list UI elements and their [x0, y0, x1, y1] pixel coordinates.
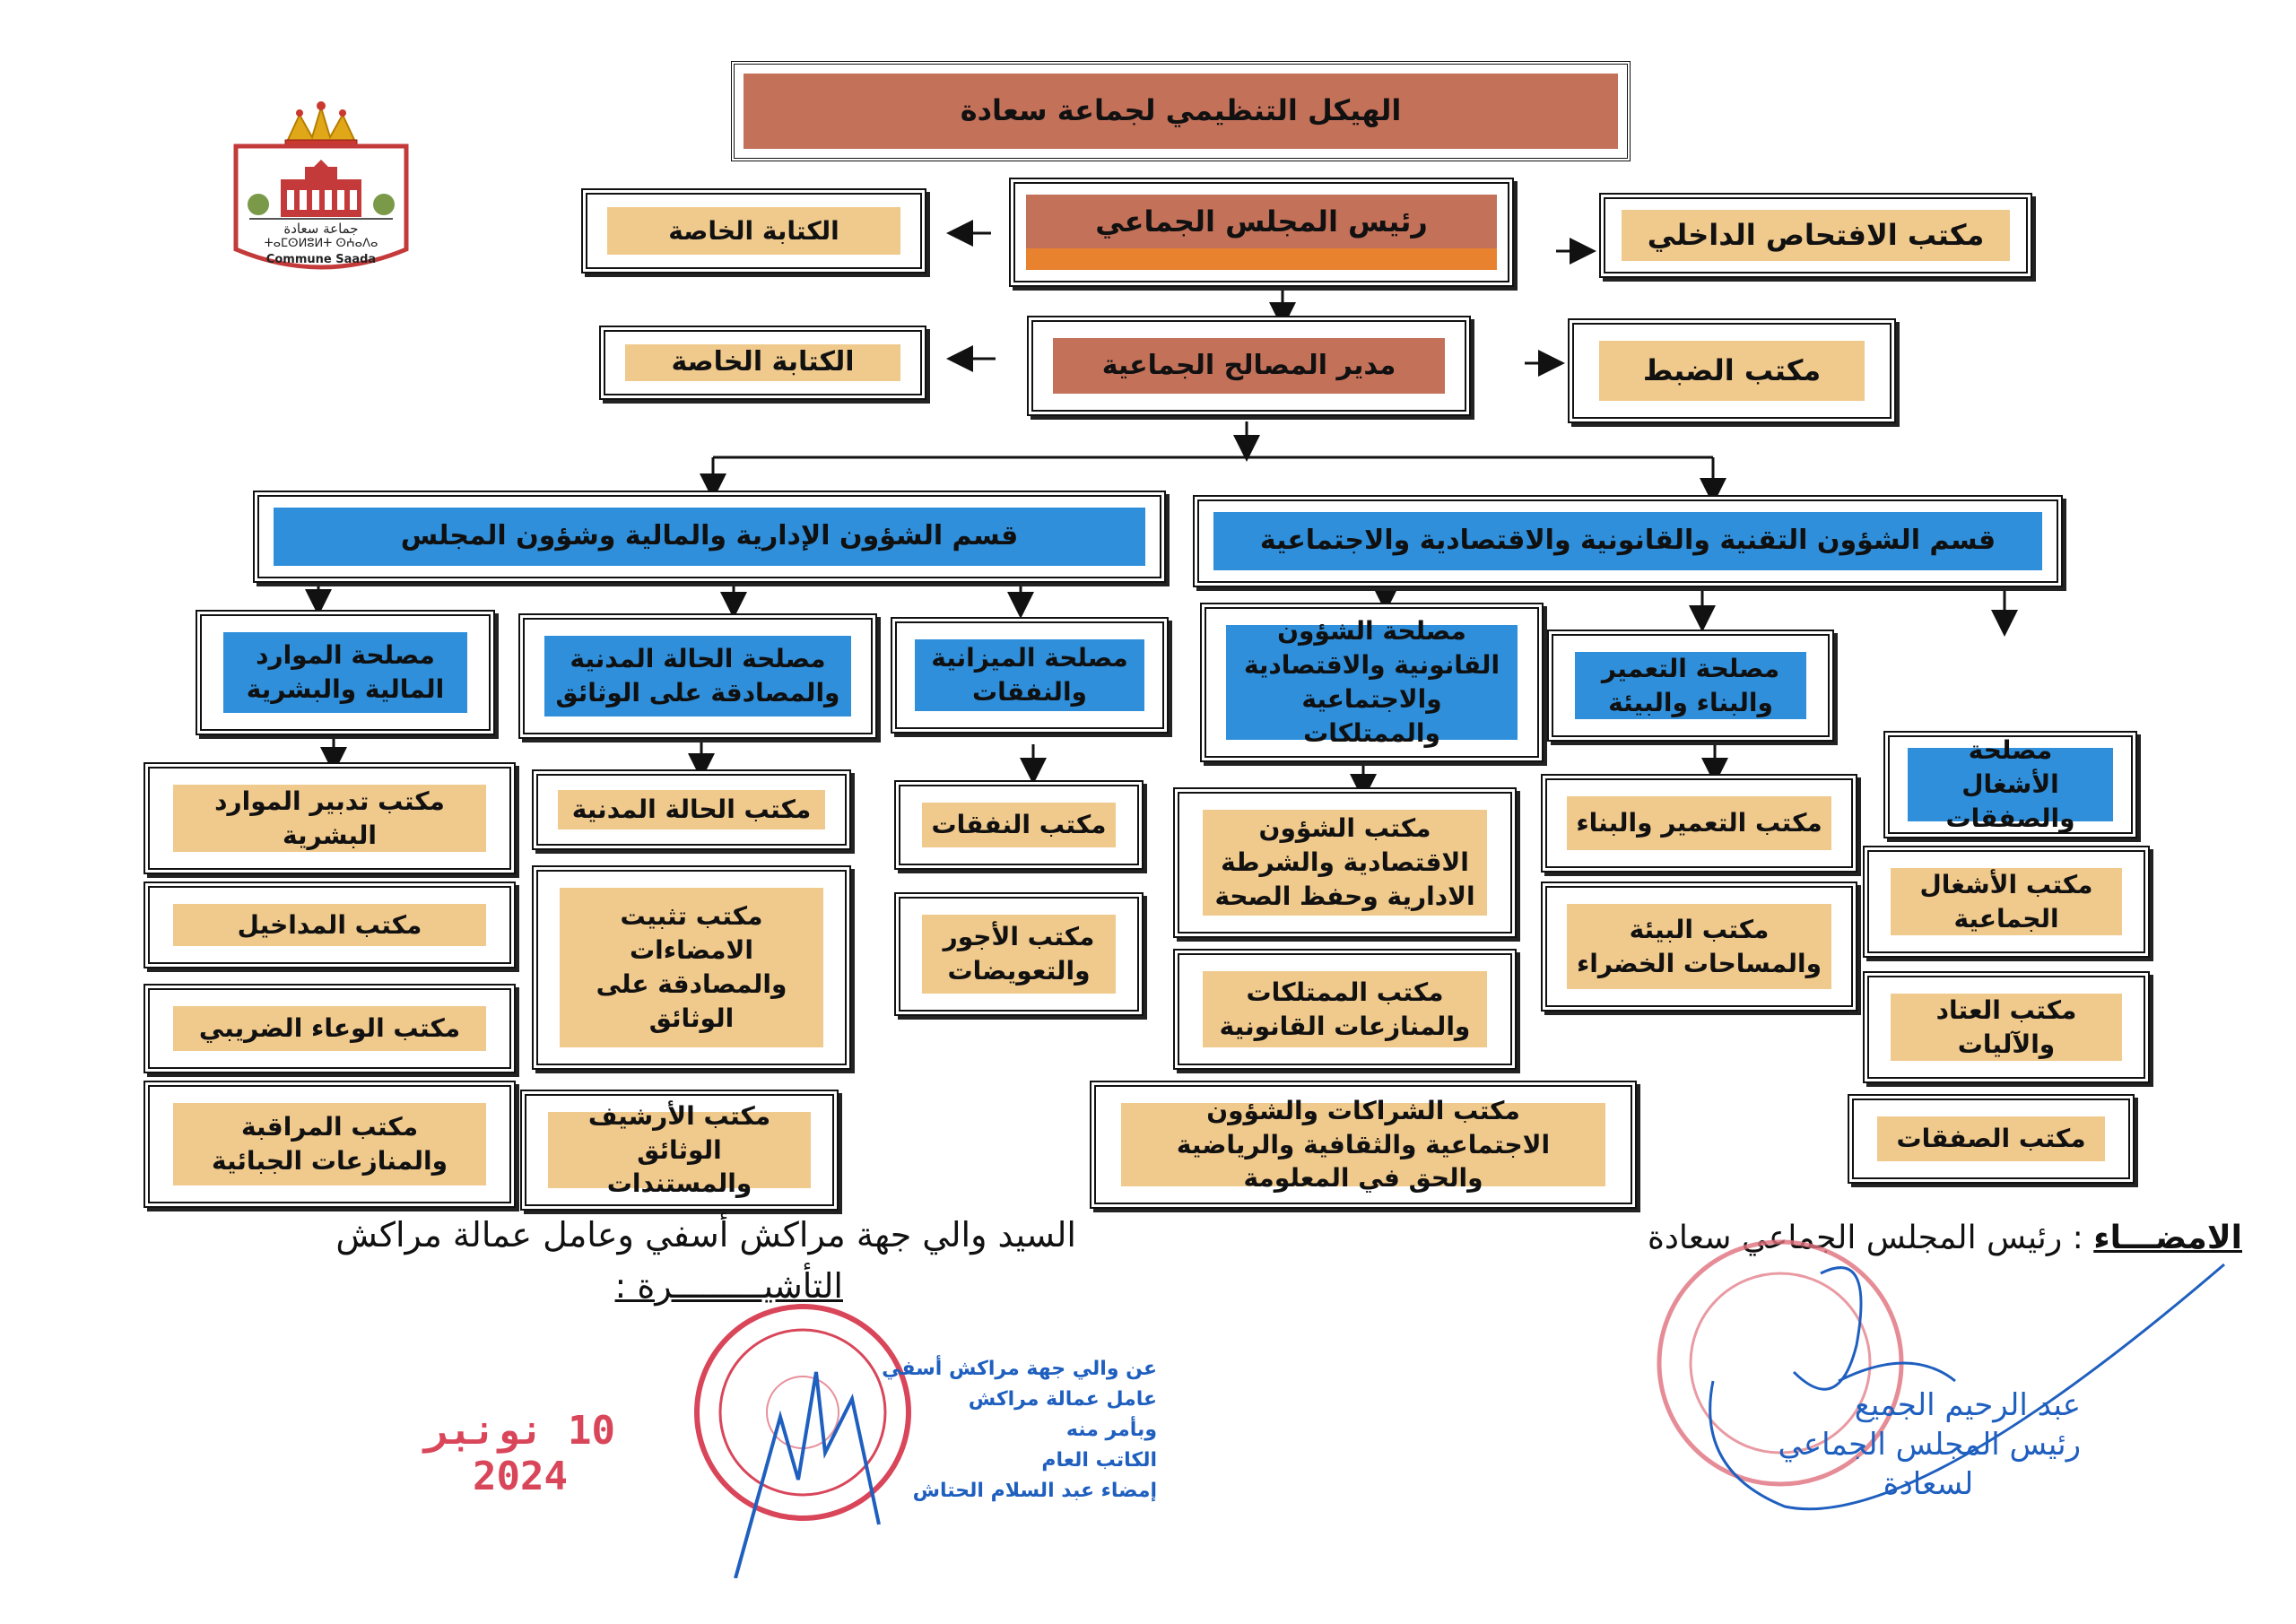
wali-line: السيد والي جهة مراكش أسفي وعامل عمالة مراكش [335, 1215, 1076, 1255]
president-fill [1026, 195, 1497, 270]
office-properties-box [1173, 949, 1517, 1070]
office-properties: مكتب الممتلكات والمنازعات القانونية [1203, 971, 1487, 1047]
service-budget: مصلحة الميزانية والنفقات [915, 639, 1144, 711]
service-budget-box [891, 617, 1169, 734]
control-office: مكتب الضبط [1599, 341, 1865, 401]
office-signatures-box [532, 865, 851, 1070]
office-partnerships-box [1090, 1081, 1637, 1209]
internal-audit-box [1599, 193, 2032, 278]
stamp-line-5: إمضاء عبد السلام الحتاش [912, 1480, 1157, 1503]
president-box [1009, 178, 1514, 287]
commune-logo [231, 97, 411, 281]
office-tax-base: مكتب الوعاء الضريبي [173, 1006, 486, 1051]
internal-audit: مكتب الافتحاص الداخلي [1622, 210, 2010, 261]
office-urban-building-box [1541, 774, 1857, 873]
office-partnerships: مكتب الشراكات والشؤون الاجتماعية والثقافية والرياضية والحق في المعلومة [1121, 1103, 1605, 1186]
office-communal-works-box [1863, 846, 2150, 958]
signature-text: : رئيس المجلس الجماعي سعادة [1648, 1220, 2083, 1256]
office-tax-base-box [144, 984, 516, 1073]
admin-division: قسم الشؤون الإدارية والمالية وشؤون المجلس [274, 508, 1145, 566]
service-civil-status-box [518, 613, 877, 739]
office-tax-disputes: مكتب المراقبة والمنازعات الجبائية [173, 1103, 486, 1185]
office-civil-status: مكتب الحالة المدنية [558, 790, 825, 829]
office-econ-police-box [1173, 787, 1517, 938]
service-works-box [1883, 731, 2137, 838]
service-legal-econ: مصلحة الشؤون القانونية والاقتصادية والاجتماعية والممتلكات [1226, 625, 1518, 740]
date-stamp: 10 نونبر 2024 [425, 1408, 615, 1499]
logo-french: Commune Saada [265, 253, 377, 266]
private-secretariat-2: الكتابة الخاصة [625, 344, 900, 381]
service-legal-econ-box [1200, 603, 1544, 762]
signature-label: الامضـــاء [2093, 1220, 2242, 1256]
office-wages-box [894, 892, 1144, 1016]
logo-tifinagh: ⵜⴰⵎⵙⵍⵓⵍⵜ ⵙⵄⴰⴷⴰ [264, 237, 378, 250]
service-hr-finance-box [196, 610, 495, 735]
stamp-line-2: عامل عمالة مراكش [968, 1388, 1157, 1411]
chart-title-box [731, 61, 1631, 161]
office-civil-status-box [532, 769, 851, 850]
president-stamp-line-2: رئيس المجلس الجماعي [1778, 1427, 2081, 1463]
office-environment-box [1541, 881, 1857, 1012]
office-environment: مكتب البيئة والمساحات الخضراء [1567, 904, 1831, 989]
office-expenses: مكتب النفقات [922, 803, 1116, 847]
president-stamp-line-3: لسعادة [1883, 1466, 1974, 1503]
logo-arabic: جماعة سعادة [283, 221, 359, 237]
service-urbanism: مصلحة التعمير والبناء والبيئة [1575, 652, 1806, 719]
office-wages: مكتب الأجور والتعويضات [922, 915, 1116, 994]
office-hr-management-box [144, 762, 516, 874]
approval-line: التأشيـــــــــرة : [614, 1266, 843, 1306]
stamp-line-3: وبأمر منه [1065, 1419, 1157, 1442]
office-procurement: مكتب الصفقات [1877, 1116, 2105, 1161]
service-civil-status: مصلحة الحالة المدنية والمصادقة على الوثائق [544, 636, 851, 716]
control-office-box [1568, 318, 1896, 423]
director-label: مدير المصالح الجماعية [1053, 338, 1445, 394]
private-secretariat-1-box [581, 188, 926, 274]
service-hr-finance: مصلحة الموارد المالية والبشرية [223, 632, 467, 713]
president-label: رئيس المجلس الجماعي [1026, 195, 1497, 248]
office-hr-management: مكتب تدبير الموارد البشرية [173, 785, 486, 852]
office-archive: مكتب الأرشيف الوثائق والمستندات [548, 1112, 811, 1188]
technical-division-box [1193, 495, 2063, 587]
private-secretariat-1: الكتابة الخاصة [607, 207, 900, 255]
technical-division: قسم الشؤون التقنية والقانونية والاقتصادية والاجتماعية [1213, 512, 2042, 570]
president-stamp-line-1: عبد الرحيم الجميع [1854, 1387, 2081, 1423]
office-signatures: مكتب تثبيت الامضاءات والمصادقة على الوثائق [560, 888, 823, 1047]
chart-title: الهيكل التنظيمي لجماعة سعادة [744, 74, 1618, 149]
service-urbanism-box [1547, 630, 1834, 742]
stamp-line-1: عن والي جهة مراكش أسفي [882, 1358, 1157, 1380]
service-works: مصلحة الأشغال والصفقات [1908, 748, 2113, 821]
office-communal-works: مكتب الأشغال الجماعية [1891, 868, 2122, 935]
office-expenses-box [894, 780, 1144, 870]
wali-stamp-text [861, 1354, 1157, 1507]
private-secretariat-2-box [599, 326, 926, 400]
stamp-line-4: الكاتب العام [1041, 1449, 1157, 1472]
admin-division-box [253, 491, 1166, 583]
president-stamp-text [1776, 1385, 2081, 1505]
president-orange-band [1026, 248, 1497, 270]
office-econ-police: مكتب الشؤون الاقتصادية والشرطة الادارية وحفظ الصحة [1203, 810, 1487, 916]
office-revenues-box [144, 881, 516, 968]
office-revenues: مكتب المداخيل [173, 904, 486, 946]
director-box [1027, 316, 1471, 416]
office-procurement-box [1848, 1094, 2135, 1184]
office-equipment-box [1863, 971, 2150, 1083]
office-archive-box [520, 1090, 839, 1211]
office-tax-disputes-box [144, 1081, 516, 1208]
office-equipment: مكتب العتاد والآليات [1891, 994, 2122, 1061]
office-urban-building: مكتب التعمير والبناء [1567, 796, 1831, 850]
